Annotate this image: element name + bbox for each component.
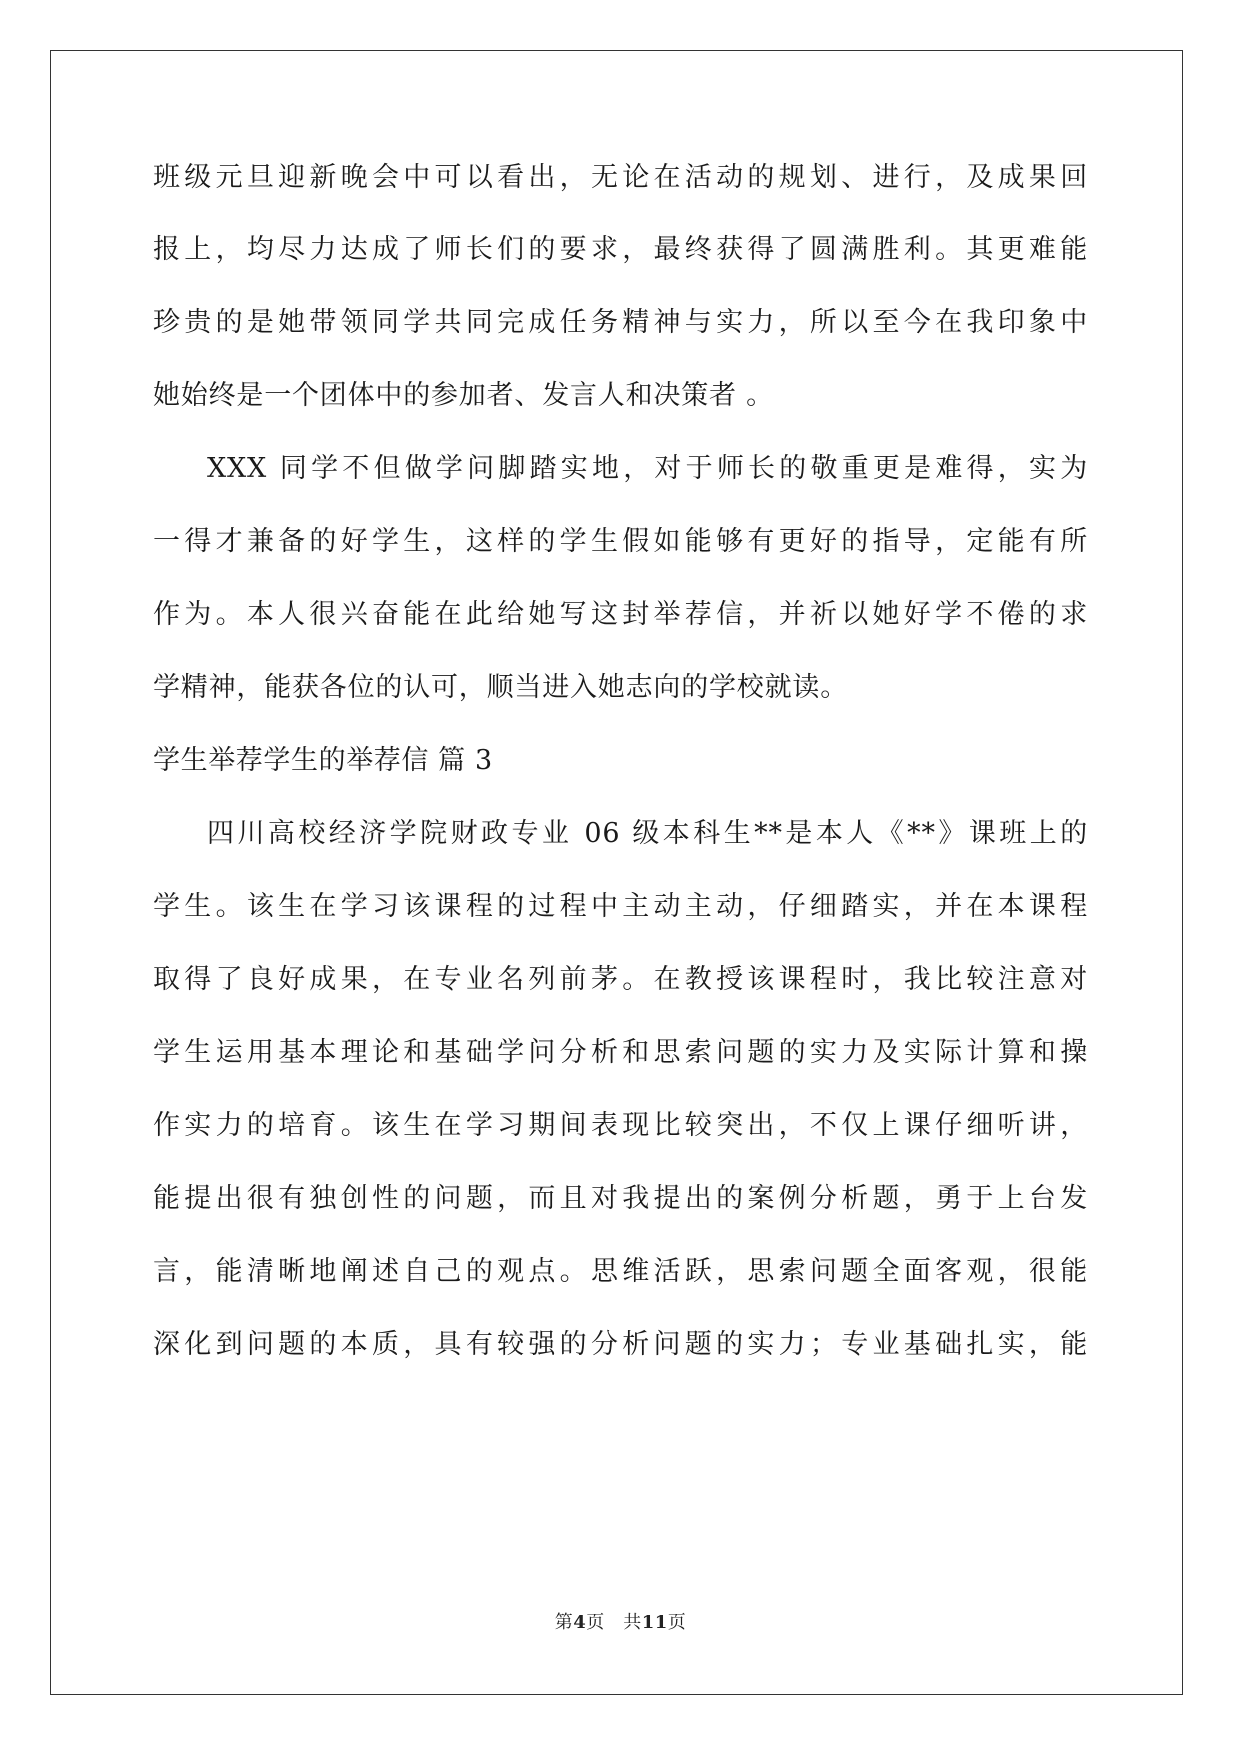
- paragraph-line: 学生运用基本理论和基础学问分析和思索问题的实力及实际计算和操: [153, 1037, 1088, 1068]
- paragraph-line: 报上，均尽力达成了师长们的要求，最终获得了圆满胜利。其更难能: [153, 234, 1088, 265]
- paragraph-line: 作为。本人很兴奋能在此给她写这封举荐信，并祈以她好学不倦的求: [153, 599, 1088, 630]
- page-total: 11: [641, 1612, 668, 1633]
- paragraph-line: 深化到问题的本质，具有较强的分析问题的实力；专业基础扎实，能: [153, 1329, 1088, 1360]
- paragraph-line: 她始终是一个团体中的参加者、发言人和决策者 。: [153, 380, 774, 411]
- paragraph-line: 能提出很有独创性的问题，而且对我提出的案例分析题，勇于上台发: [153, 1183, 1088, 1214]
- paragraph-line: 班级元旦迎新晚会中可以看出，无论在活动的规划、进行，及成果回: [153, 162, 1088, 193]
- page-mid: 页 共: [586, 1612, 642, 1633]
- paragraph-line: 取得了良好成果，在专业名列前茅。在教授该课程时，我比较注意对: [153, 964, 1088, 995]
- paragraph-first-line: 四川高校经济学院财政专业 06 级本科生**是本人《**》课班上的: [207, 818, 1088, 849]
- paragraph-line: 珍贵的是她带领同学共同完成任务精神与实力，所以至今在我印象中: [153, 307, 1088, 338]
- page-suffix: 页: [667, 1612, 687, 1633]
- page-prefix: 第: [554, 1612, 574, 1633]
- paragraph-line: 学精神，能获各位的认可，顺当进入她志向的学校就读。: [153, 672, 848, 703]
- paragraph-line: 一得才兼备的好学生，这样的学生假如能够有更好的指导，定能有所: [153, 526, 1088, 557]
- page-number: 4: [573, 1612, 587, 1633]
- paragraph-line: 学生。该生在学习该课程的过程中主动主动，仔细踏实，并在本课程: [153, 891, 1088, 922]
- paragraph-line: 作实力的培育。该生在学习期间表现比较突出，不仅上课仔细听讲，: [153, 1110, 1088, 1141]
- page-border: [50, 50, 1183, 1695]
- page-footer: [0, 1611, 1241, 1635]
- section-heading: 学生举荐学生的举荐信 篇 3: [153, 745, 493, 776]
- paragraph-line: 言，能清晰地阐述自己的观点。思维活跃，思索问题全面客观，很能: [153, 1256, 1088, 1287]
- paragraph-first-line: XXX 同学不但做学问脚踏实地，对于师长的敬重更是难得，实为: [207, 453, 1088, 484]
